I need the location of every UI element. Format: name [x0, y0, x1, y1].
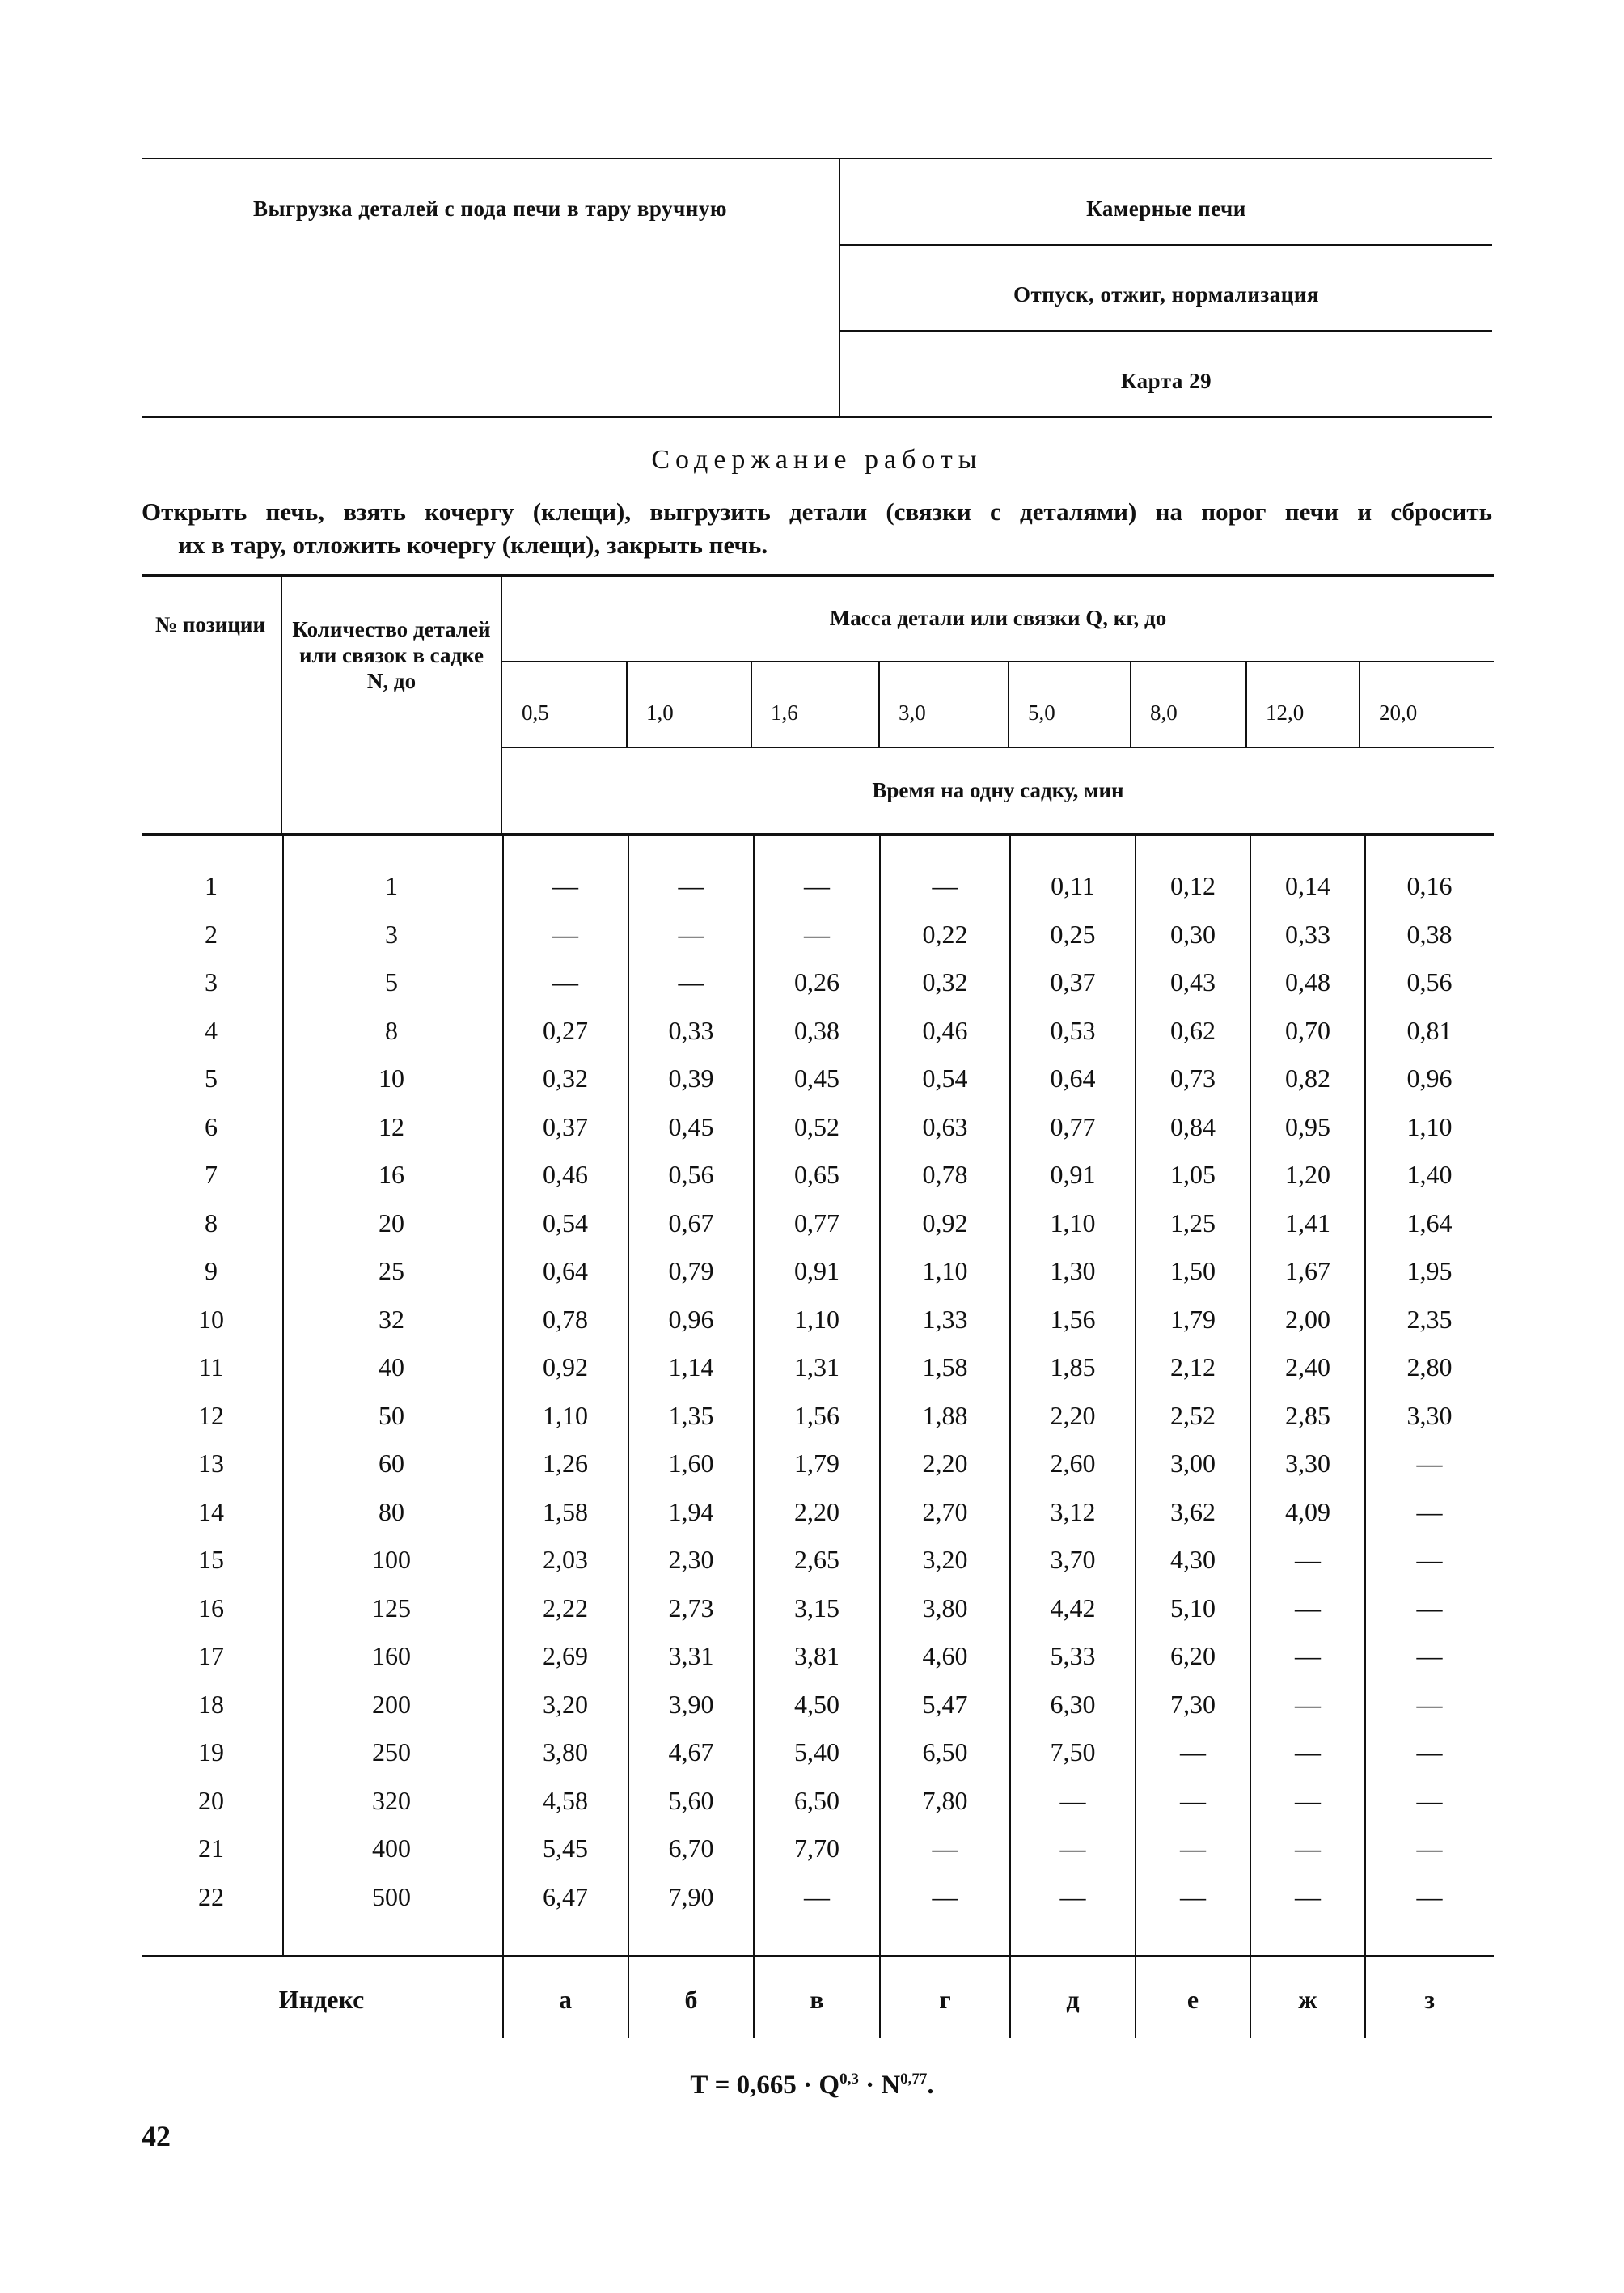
- row-time-value: 0,32: [922, 967, 968, 996]
- row-time-value: —: [1180, 1882, 1206, 1911]
- row-time-value: 6,50: [922, 1737, 968, 1766]
- row-time-value: 1,05: [1170, 1160, 1216, 1189]
- row-time-value: 4,42: [1050, 1593, 1096, 1622]
- row-time-value: 1,85: [1050, 1352, 1096, 1381]
- index-value: а: [559, 1985, 572, 2014]
- row-quantity: 60: [379, 1449, 404, 1478]
- row-time-value: 2,60: [1050, 1449, 1096, 1478]
- row-time-value: 0,92: [922, 1208, 968, 1237]
- norm-table: [142, 574, 1494, 2046]
- row-time-value: 5,45: [543, 1834, 588, 1863]
- row-quantity: 200: [372, 1690, 411, 1719]
- row-time-value: 0,79: [668, 1256, 714, 1285]
- row-quantity: 3: [385, 920, 398, 949]
- row-time-value: 1,31: [794, 1352, 839, 1381]
- row-position: 1: [205, 871, 218, 900]
- row-quantity: 400: [372, 1834, 411, 1863]
- row-time-value: —: [1295, 1593, 1321, 1622]
- row-time-value: 0,78: [922, 1160, 968, 1189]
- row-time-value: 2,12: [1170, 1352, 1216, 1381]
- row-time-value: 1,26: [543, 1449, 588, 1478]
- formula-dot: · N: [858, 2071, 901, 2100]
- formula-end: .: [927, 2071, 934, 2100]
- row-time-value: 5,60: [668, 1786, 714, 1815]
- row-time-value: 6,70: [668, 1834, 714, 1863]
- row-time-value: 4,60: [922, 1641, 968, 1670]
- row-time-value: 1,67: [1285, 1256, 1330, 1285]
- row-time-value: 5,10: [1170, 1593, 1216, 1622]
- row-time-value: 0,62: [1170, 1016, 1216, 1045]
- row-time-value: 7,80: [922, 1786, 968, 1815]
- row-time-value: 3,20: [543, 1690, 588, 1719]
- row-time-value: 0,12: [1170, 871, 1216, 900]
- row-time-value: 0,96: [1406, 1064, 1453, 1093]
- row-quantity: 12: [379, 1112, 404, 1141]
- row-time-value: 0,30: [1170, 920, 1216, 949]
- row-position: 3: [205, 967, 218, 996]
- row-time-value: 2,85: [1285, 1401, 1330, 1430]
- row-time-value: 1,33: [922, 1305, 968, 1334]
- row-time-value: —: [1295, 1690, 1321, 1719]
- row-time-value: 1,94: [668, 1497, 714, 1526]
- row-time-value: 0,82: [1285, 1064, 1330, 1093]
- row-time-value: 0,14: [1285, 871, 1330, 900]
- row-time-value: 2,80: [1406, 1352, 1453, 1381]
- row-time-value: 2,30: [668, 1545, 714, 1574]
- row-quantity: 40: [379, 1352, 404, 1381]
- row-position: 4: [205, 1016, 218, 1045]
- mass-value: 20,0: [1379, 700, 1418, 725]
- row-time-value: 0,70: [1285, 1016, 1330, 1045]
- row-time-value: 0,37: [543, 1112, 588, 1141]
- row-time-value: 0,54: [543, 1208, 588, 1237]
- row-time-value: 5,47: [922, 1690, 968, 1719]
- row-quantity: 32: [379, 1305, 404, 1334]
- row-time-value: —: [1295, 1834, 1321, 1863]
- row-time-value: 2,40: [1285, 1352, 1330, 1381]
- row-position: 13: [198, 1449, 224, 1478]
- row-time-value: 2,73: [668, 1593, 714, 1622]
- row-time-value: 0,77: [794, 1208, 839, 1237]
- row-time-value: 1,25: [1170, 1208, 1216, 1237]
- row-time-value: 0,39: [668, 1064, 714, 1093]
- index-value: з: [1424, 1985, 1435, 2014]
- row-position: 6: [205, 1112, 218, 1141]
- row-time-value: 0,48: [1285, 967, 1330, 996]
- row-position: 19: [198, 1737, 224, 1766]
- row-time-value: 0,37: [1050, 967, 1096, 996]
- row-time-value: 1,41: [1285, 1208, 1330, 1237]
- row-time-value: —: [1416, 1786, 1443, 1815]
- row-time-value: —: [1180, 1737, 1206, 1766]
- row-position: 15: [198, 1545, 224, 1574]
- row-time-value: 1,58: [922, 1352, 968, 1381]
- index-value: д: [1066, 1985, 1080, 2014]
- row-time-value: 1,40: [1406, 1160, 1453, 1189]
- row-quantity: 10: [379, 1064, 404, 1093]
- row-position: 9: [205, 1256, 218, 1285]
- row-quantity: 160: [372, 1641, 411, 1670]
- row-time-value: 0,46: [922, 1016, 968, 1045]
- row-quantity: 500: [372, 1882, 411, 1911]
- row-quantity: 8: [385, 1016, 398, 1045]
- row-time-value: 0,38: [1406, 920, 1453, 949]
- row-time-value: —: [1416, 1834, 1443, 1863]
- row-time-value: 7,70: [794, 1834, 839, 1863]
- row-time-value: —: [1295, 1641, 1321, 1670]
- row-time-value: —: [1059, 1834, 1086, 1863]
- row-time-value: 0,54: [922, 1064, 968, 1093]
- row-time-value: 2,03: [543, 1545, 588, 1574]
- row-time-value: 0,81: [1406, 1016, 1453, 1045]
- row-time-value: 0,33: [1285, 920, 1330, 949]
- header-quantity: Количество деталей или связок в садке N, до: [292, 617, 491, 693]
- row-quantity: 25: [379, 1256, 404, 1285]
- row-time-value: 3,15: [794, 1593, 839, 1622]
- row-time-value: 2,20: [794, 1497, 839, 1526]
- row-time-value: 1,10: [922, 1256, 968, 1285]
- row-position: 12: [198, 1401, 224, 1430]
- row-time-value: 3,30: [1406, 1401, 1453, 1430]
- row-time-value: 0,33: [668, 1016, 714, 1045]
- row-time-value: 1,20: [1285, 1160, 1330, 1189]
- row-position: 18: [198, 1690, 224, 1719]
- row-time-value: 3,20: [922, 1545, 968, 1574]
- row-time-value: 0,92: [543, 1352, 588, 1381]
- row-time-value: —: [678, 871, 704, 900]
- row-position: 2: [205, 920, 218, 949]
- row-time-value: —: [1059, 1786, 1086, 1815]
- row-time-value: —: [1416, 1497, 1443, 1526]
- row-time-value: —: [1416, 1641, 1443, 1670]
- row-time-value: 4,30: [1170, 1545, 1216, 1574]
- row-time-value: 0,56: [668, 1160, 714, 1189]
- row-quantity: 250: [372, 1737, 411, 1766]
- row-time-value: —: [932, 1882, 958, 1911]
- row-time-value: 4,58: [543, 1786, 588, 1815]
- index-value: б: [684, 1985, 698, 2014]
- header-time: Время на одну садку, мин: [872, 778, 1124, 802]
- row-time-value: —: [678, 967, 704, 996]
- row-time-value: —: [1295, 1786, 1321, 1815]
- mass-value: 3,0: [899, 700, 926, 725]
- row-time-value: 5,40: [794, 1737, 839, 1766]
- work-description: [142, 495, 1492, 561]
- row-time-value: 2,20: [922, 1449, 968, 1478]
- row-time-value: 0,64: [543, 1256, 588, 1285]
- row-time-value: 0,65: [794, 1160, 839, 1189]
- row-time-value: 3,90: [668, 1690, 714, 1719]
- mass-value: 1,6: [771, 700, 798, 725]
- page-number: 42: [142, 2120, 171, 2152]
- row-time-value: 0,11: [1051, 871, 1095, 900]
- row-time-value: 1,10: [543, 1401, 588, 1430]
- row-time-value: —: [1416, 1593, 1443, 1622]
- row-time-value: —: [1180, 1834, 1206, 1863]
- row-time-value: 0,45: [668, 1112, 714, 1141]
- row-time-value: 2,65: [794, 1545, 839, 1574]
- row-position: 22: [198, 1882, 224, 1911]
- row-time-value: 3,00: [1170, 1449, 1216, 1478]
- index-value: е: [1186, 1985, 1199, 2014]
- row-position: 8: [205, 1208, 218, 1237]
- row-time-value: 0,95: [1285, 1112, 1330, 1141]
- row-time-value: 0,26: [794, 967, 839, 996]
- row-position: 10: [198, 1305, 224, 1334]
- row-time-value: —: [1416, 1882, 1443, 1911]
- index-value: г: [939, 1985, 951, 2014]
- row-quantity: 80: [379, 1497, 404, 1526]
- row-time-value: 0,77: [1050, 1112, 1096, 1141]
- row-position: 11: [198, 1352, 224, 1381]
- mass-value: 5,0: [1028, 700, 1055, 725]
- row-time-value: —: [1295, 1545, 1321, 1574]
- row-time-value: 4,09: [1285, 1497, 1330, 1526]
- row-time-value: 0,63: [922, 1112, 968, 1141]
- mass-value: 0,5: [522, 700, 549, 725]
- row-time-value: 0,52: [794, 1112, 839, 1141]
- row-time-value: 0,38: [794, 1016, 839, 1045]
- row-position: 7: [205, 1160, 218, 1189]
- row-time-value: —: [1295, 1737, 1321, 1766]
- row-position: 5: [205, 1064, 218, 1093]
- formula-n-exponent: 0,77: [900, 2071, 928, 2088]
- row-time-value: 6,47: [543, 1882, 588, 1911]
- row-time-value: 1,10: [1050, 1208, 1096, 1237]
- row-quantity: 20: [379, 1208, 404, 1237]
- row-time-value: 2,35: [1406, 1305, 1453, 1334]
- row-time-value: 1,50: [1170, 1256, 1216, 1285]
- row-time-value: 1,64: [1406, 1208, 1453, 1237]
- row-time-value: 3,62: [1170, 1497, 1216, 1526]
- row-time-value: 0,78: [543, 1305, 588, 1334]
- row-time-value: 1,35: [668, 1401, 714, 1430]
- row-quantity: 50: [379, 1401, 404, 1430]
- row-time-value: 0,56: [1406, 967, 1453, 996]
- row-time-value: —: [804, 871, 830, 900]
- row-quantity: 320: [372, 1786, 411, 1815]
- mass-value: 12,0: [1266, 700, 1305, 725]
- row-quantity: 100: [372, 1545, 411, 1574]
- row-time-value: 4,67: [668, 1737, 714, 1766]
- row-time-value: 2,52: [1170, 1401, 1216, 1430]
- row-time-value: 1,14: [668, 1352, 714, 1381]
- row-time-value: 0,16: [1406, 871, 1453, 900]
- row-time-value: 0,84: [1170, 1112, 1216, 1141]
- work-description-line-1: Открыть печь, взять кочергу (клещи), выгрузить детали (связки с деталями) на порог печи и сбросить: [142, 497, 1492, 526]
- row-time-value: 1,10: [794, 1305, 839, 1334]
- row-position: 17: [198, 1641, 224, 1670]
- row-time-value: 1,56: [1050, 1305, 1096, 1334]
- row-time-value: 3,30: [1285, 1449, 1330, 1478]
- formula-lhs: Т: [690, 2071, 708, 2100]
- row-time-value: —: [552, 967, 578, 996]
- formula: [0, 2071, 1624, 2101]
- row-time-value: 1,79: [794, 1449, 839, 1478]
- row-time-value: 0,67: [668, 1208, 714, 1237]
- row-time-value: 3,80: [922, 1593, 968, 1622]
- mass-value: 1,0: [646, 700, 674, 725]
- row-time-value: 7,30: [1170, 1690, 1216, 1719]
- row-position: 20: [198, 1786, 224, 1815]
- work-heading: Содержание работы: [651, 445, 983, 475]
- row-position: 16: [198, 1593, 224, 1622]
- row-time-value: 1,88: [922, 1401, 968, 1430]
- row-time-value: —: [1295, 1882, 1321, 1911]
- card-number: Карта 29: [1120, 369, 1212, 393]
- row-time-value: 2,20: [1050, 1401, 1096, 1430]
- row-quantity: 5: [385, 967, 398, 996]
- row-time-value: —: [804, 920, 830, 949]
- work-description-line-2: их в тару, отложить кочергу (клещи), закрыть печь.: [178, 531, 768, 559]
- row-time-value: 0,22: [922, 920, 968, 949]
- operation-title: Выгрузка деталей с пода печи в тару вручную: [253, 197, 727, 221]
- index-value: в: [810, 1985, 824, 2014]
- index-label: Индекс: [278, 1985, 365, 2014]
- row-time-value: 6,20: [1170, 1641, 1216, 1670]
- title-block: [142, 158, 1492, 418]
- row-quantity: 1: [385, 871, 398, 900]
- row-time-value: 1,30: [1050, 1256, 1096, 1285]
- row-time-value: 0,32: [543, 1064, 588, 1093]
- row-time-value: 0,53: [1050, 1016, 1096, 1045]
- row-time-value: 3,31: [668, 1641, 714, 1670]
- row-time-value: 0,43: [1170, 967, 1216, 996]
- row-position: 21: [198, 1834, 224, 1863]
- row-time-value: 0,64: [1050, 1064, 1096, 1093]
- row-time-value: 1,95: [1406, 1256, 1453, 1285]
- row-time-value: 0,91: [794, 1256, 839, 1285]
- row-time-value: 2,70: [922, 1497, 968, 1526]
- row-time-value: 3,80: [543, 1737, 588, 1766]
- row-time-value: 3,81: [794, 1641, 839, 1670]
- row-time-value: 2,22: [543, 1593, 588, 1622]
- row-position: 14: [198, 1497, 224, 1526]
- row-time-value: 1,79: [1170, 1305, 1216, 1334]
- row-time-value: 1,58: [543, 1497, 588, 1526]
- row-time-value: —: [552, 920, 578, 949]
- index-value: ж: [1298, 1985, 1317, 2014]
- row-time-value: 0,96: [668, 1305, 714, 1334]
- row-time-value: 1,60: [668, 1449, 714, 1478]
- row-time-value: 0,45: [794, 1064, 839, 1093]
- row-time-value: 0,46: [543, 1160, 588, 1189]
- row-time-value: 1,56: [794, 1401, 839, 1430]
- row-time-value: 7,90: [668, 1882, 714, 1911]
- row-time-value: 7,50: [1050, 1737, 1096, 1766]
- row-time-value: 3,12: [1050, 1497, 1096, 1526]
- row-time-value: 6,50: [794, 1786, 839, 1815]
- process-label: Отпуск, отжиг, нормализация: [1013, 282, 1319, 307]
- formula-q-exponent: 0,3: [839, 2071, 859, 2088]
- formula-eq: = 0,665 · Q: [708, 2071, 840, 2100]
- row-time-value: —: [1416, 1690, 1443, 1719]
- row-time-value: —: [552, 871, 578, 900]
- row-time-value: —: [678, 920, 704, 949]
- row-time-value: 1,10: [1406, 1112, 1453, 1141]
- row-time-value: —: [1416, 1449, 1443, 1478]
- header-mass: Масса детали или связки Q, кг, до: [829, 606, 1167, 630]
- equipment-label: Камерные печи: [1086, 197, 1246, 221]
- mass-value: 8,0: [1150, 700, 1178, 725]
- row-time-value: 0,25: [1050, 920, 1096, 949]
- header-position: № позиции: [154, 612, 265, 637]
- row-time-value: 2,69: [543, 1641, 588, 1670]
- row-time-value: —: [1416, 1545, 1443, 1574]
- row-time-value: —: [932, 1834, 958, 1863]
- row-time-value: 0,73: [1170, 1064, 1216, 1093]
- row-time-value: 0,27: [543, 1016, 588, 1045]
- row-time-value: 4,50: [794, 1690, 839, 1719]
- row-time-value: —: [1416, 1737, 1443, 1766]
- row-time-value: 6,30: [1050, 1690, 1096, 1719]
- row-time-value: —: [1180, 1786, 1206, 1815]
- row-time-value: —: [932, 871, 958, 900]
- row-time-value: 2,00: [1285, 1305, 1330, 1334]
- row-time-value: 0,91: [1050, 1160, 1096, 1189]
- row-time-value: 5,33: [1050, 1641, 1096, 1670]
- row-quantity: 16: [379, 1160, 404, 1189]
- row-time-value: —: [804, 1882, 830, 1911]
- row-quantity: 125: [372, 1593, 411, 1622]
- row-time-value: 3,70: [1050, 1545, 1096, 1574]
- row-time-value: —: [1059, 1882, 1086, 1911]
